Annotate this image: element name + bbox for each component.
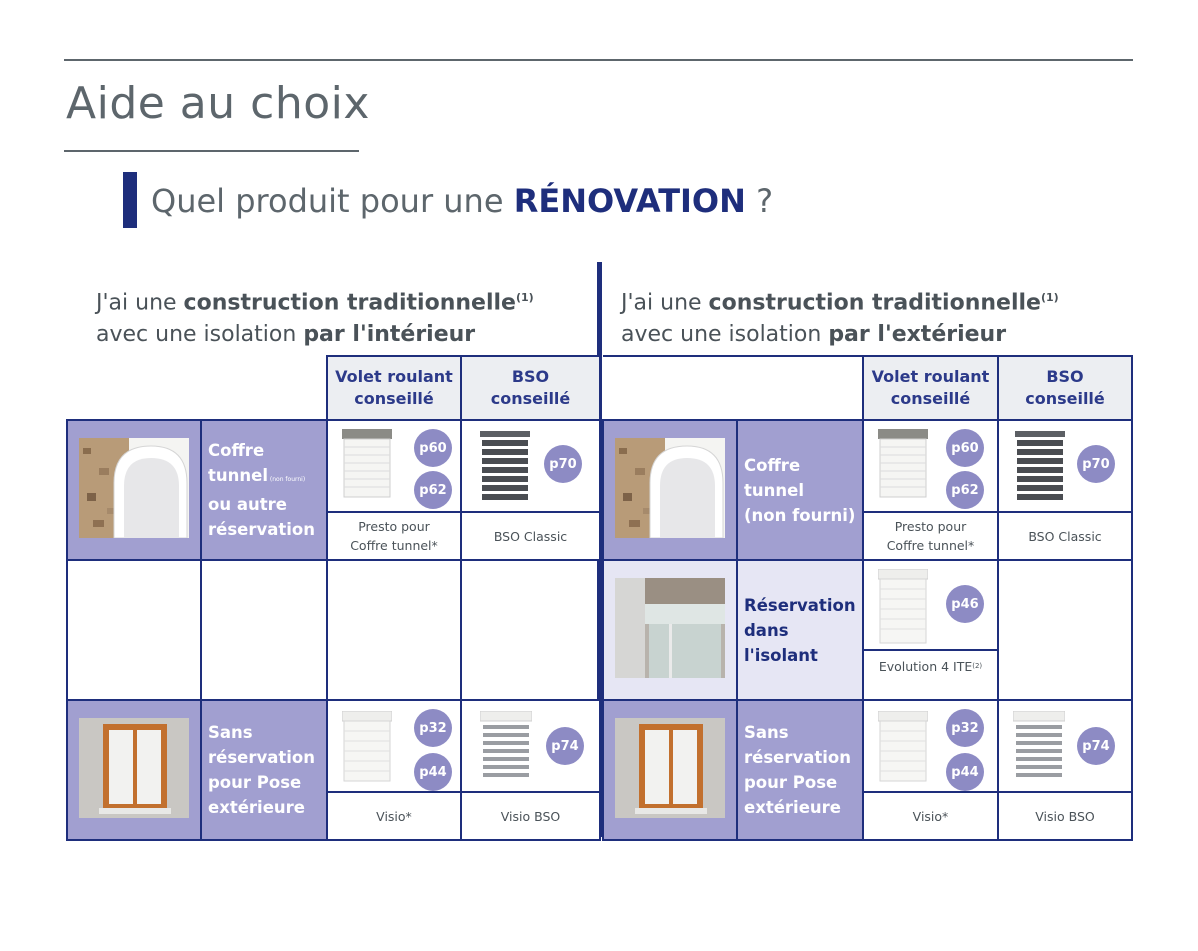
- left-heading-line2-prefix: avec une isolation: [96, 322, 304, 348]
- sans-label-line4: extérieure: [208, 798, 305, 817]
- right-column-heading: [621, 282, 1059, 351]
- header-bso: [461, 356, 600, 420]
- roller-shutter-icon: [878, 429, 928, 499]
- sans-reservation-label: [737, 700, 863, 840]
- left-heading-prefix: J'ai une: [96, 290, 184, 316]
- reservation-label-line2: dans: [744, 620, 789, 640]
- visio-bso-product-cell[interactable]: [998, 700, 1132, 840]
- sans-label-line4: extérieure: [744, 798, 841, 817]
- presto-caption-line2: Coffre tunnel*: [350, 538, 438, 553]
- visio-product-cell[interactable]: [863, 700, 998, 840]
- right-heading-emph: construction traditionnelle: [708, 290, 1041, 316]
- sans-label-line1: Sans: [744, 723, 789, 742]
- header-volet-line2: conseillé: [354, 389, 434, 408]
- sans-label-line2: réservation: [744, 748, 851, 767]
- header-bso-line1: BSO: [1046, 367, 1084, 386]
- empty-cell: [327, 560, 461, 700]
- presto-product-cell[interactable]: [863, 420, 998, 560]
- bso-blind-icon: [480, 431, 530, 507]
- visio-caption: Visio*: [912, 808, 949, 824]
- subtitle-prefix: Quel produit pour une: [151, 182, 514, 220]
- window-photo: [615, 718, 725, 818]
- header-bso-line2: conseillé: [490, 389, 571, 408]
- header-blank: [603, 356, 863, 420]
- left-column-heading: [96, 282, 534, 351]
- page-badge[interactable]: p70: [1077, 445, 1115, 483]
- empty-cell: [461, 560, 600, 700]
- window-photo: [79, 718, 189, 818]
- top-rule: [64, 59, 1133, 61]
- reservation-label-line1: Réservation: [744, 595, 856, 615]
- header-bso: [998, 356, 1132, 420]
- presto-caption-line2: Coffre tunnel*: [886, 538, 975, 553]
- page-badge[interactable]: p74: [546, 727, 584, 765]
- subtitle: [151, 182, 773, 220]
- header-bso-line1: BSO: [511, 367, 550, 386]
- coffre-label-line4: réservation: [208, 520, 315, 539]
- page-badge[interactable]: p32: [414, 709, 452, 747]
- page-title: Aide au choix: [66, 78, 370, 129]
- page-badge[interactable]: p60: [414, 429, 452, 467]
- coffre-label-line1: Coffre: [744, 455, 801, 475]
- header-volet-line1: Volet roulant: [871, 367, 990, 386]
- coffre-tunnel-label: [737, 420, 863, 560]
- header-volet: [863, 356, 998, 420]
- sans-reservation-label: [201, 700, 327, 840]
- header-blank: [67, 356, 327, 420]
- page-badge[interactable]: p60: [946, 429, 984, 467]
- right-heading-line2-emph: par l'extérieur: [828, 322, 1007, 348]
- empty-cell: [67, 560, 201, 700]
- reservation-isolant-label: [737, 560, 863, 700]
- header-volet-line2: conseillé: [890, 389, 971, 408]
- page-badge[interactable]: p44: [414, 753, 452, 791]
- left-heading-note: (1): [515, 291, 534, 304]
- header-bso-line2: conseillé: [1025, 389, 1105, 408]
- coffre-label-line1: Coffre: [208, 441, 265, 460]
- right-heading-prefix: J'ai une: [621, 290, 709, 316]
- page-badge[interactable]: p46: [946, 585, 984, 623]
- right-product-table: [602, 355, 1133, 841]
- bso-blind-icon: [1013, 711, 1065, 783]
- evolution-caption-text: Evolution 4 ITE: [878, 658, 973, 674]
- page-badge[interactable]: p70: [544, 445, 582, 483]
- reservation-label-line3: l'isolant: [744, 645, 818, 665]
- coffre-label-line3: (non fourni): [744, 505, 856, 525]
- roller-shutter-icon: [342, 429, 392, 499]
- bso-classic-product-cell[interactable]: [461, 420, 600, 560]
- bso-blind-icon: [1015, 431, 1065, 507]
- sans-label-line2: réservation: [208, 748, 315, 767]
- subtitle-accent-bar: [123, 172, 137, 228]
- coffre-tunnel-photo: [79, 438, 189, 538]
- coffre-tunnel-photo-cell: [67, 420, 201, 560]
- sans-label-line3: pour Pose: [744, 773, 838, 792]
- page-badge[interactable]: p32: [946, 709, 984, 747]
- subtitle-emphasis: RÉNOVATION: [513, 182, 746, 220]
- page-badge[interactable]: p62: [414, 471, 452, 509]
- title-rule: [64, 150, 359, 152]
- page-badge[interactable]: p44: [946, 753, 984, 791]
- coffre-label-line3: ou autre: [208, 495, 287, 514]
- left-heading-line2-emph: par l'intérieur: [303, 322, 476, 348]
- bso-classic-caption: BSO Classic: [1028, 528, 1102, 544]
- sans-label-line3: pour Pose: [208, 773, 302, 792]
- right-heading-line2-prefix: avec une isolation: [621, 322, 829, 348]
- visio-bso-caption: Visio BSO: [500, 808, 561, 824]
- visio-bso-caption: Visio BSO: [1035, 808, 1095, 824]
- window-photo-cell: [67, 700, 201, 840]
- coffre-tunnel-photo: [615, 438, 725, 538]
- evolution-caption: [864, 651, 997, 681]
- roller-shutter-icon: [878, 711, 928, 783]
- reservation-photo-cell: [603, 560, 737, 700]
- bso-blind-icon: [480, 711, 532, 783]
- coffre-tunnel-label: [201, 420, 327, 560]
- left-product-table: [66, 355, 601, 841]
- window-photo-cell: [603, 700, 737, 840]
- right-heading-note: (1): [1040, 291, 1059, 304]
- left-heading-emph: construction traditionnelle: [183, 290, 516, 316]
- roller-shutter-icon: [342, 711, 392, 783]
- coffre-label-line2: tunnel: [208, 466, 268, 485]
- empty-cell: [201, 560, 327, 700]
- coffre-tunnel-photo-cell: [603, 420, 737, 560]
- empty-cell: [998, 560, 1132, 700]
- bso-classic-caption: BSO Classic: [493, 528, 568, 544]
- bso-classic-product-cell[interactable]: [998, 420, 1132, 560]
- visio-caption: Visio*: [376, 808, 412, 824]
- coffre-label-tiny: (non fourni): [267, 476, 306, 483]
- page-badge[interactable]: p74: [1077, 727, 1115, 765]
- presto-caption: [328, 513, 460, 559]
- evolution-product-cell[interactable]: [863, 560, 998, 700]
- subtitle-suffix: ?: [745, 182, 774, 220]
- sans-label-line1: Sans: [208, 723, 253, 742]
- visio-bso-product-cell[interactable]: [461, 700, 600, 840]
- evolution-caption-note: (2): [972, 661, 983, 670]
- presto-caption-line1: Presto pour: [358, 519, 430, 534]
- visio-product-cell[interactable]: [327, 700, 461, 840]
- header-volet: [327, 356, 461, 420]
- reservation-photo: [615, 578, 725, 678]
- header-volet-line1: Volet roulant: [335, 367, 453, 386]
- roller-shutter-icon: [878, 569, 928, 645]
- presto-product-cell[interactable]: [327, 420, 461, 560]
- presto-caption-line1: Presto pour: [894, 519, 967, 534]
- page-badge[interactable]: p62: [946, 471, 984, 509]
- coffre-label-line2: tunnel: [744, 480, 804, 500]
- presto-caption: [864, 513, 997, 559]
